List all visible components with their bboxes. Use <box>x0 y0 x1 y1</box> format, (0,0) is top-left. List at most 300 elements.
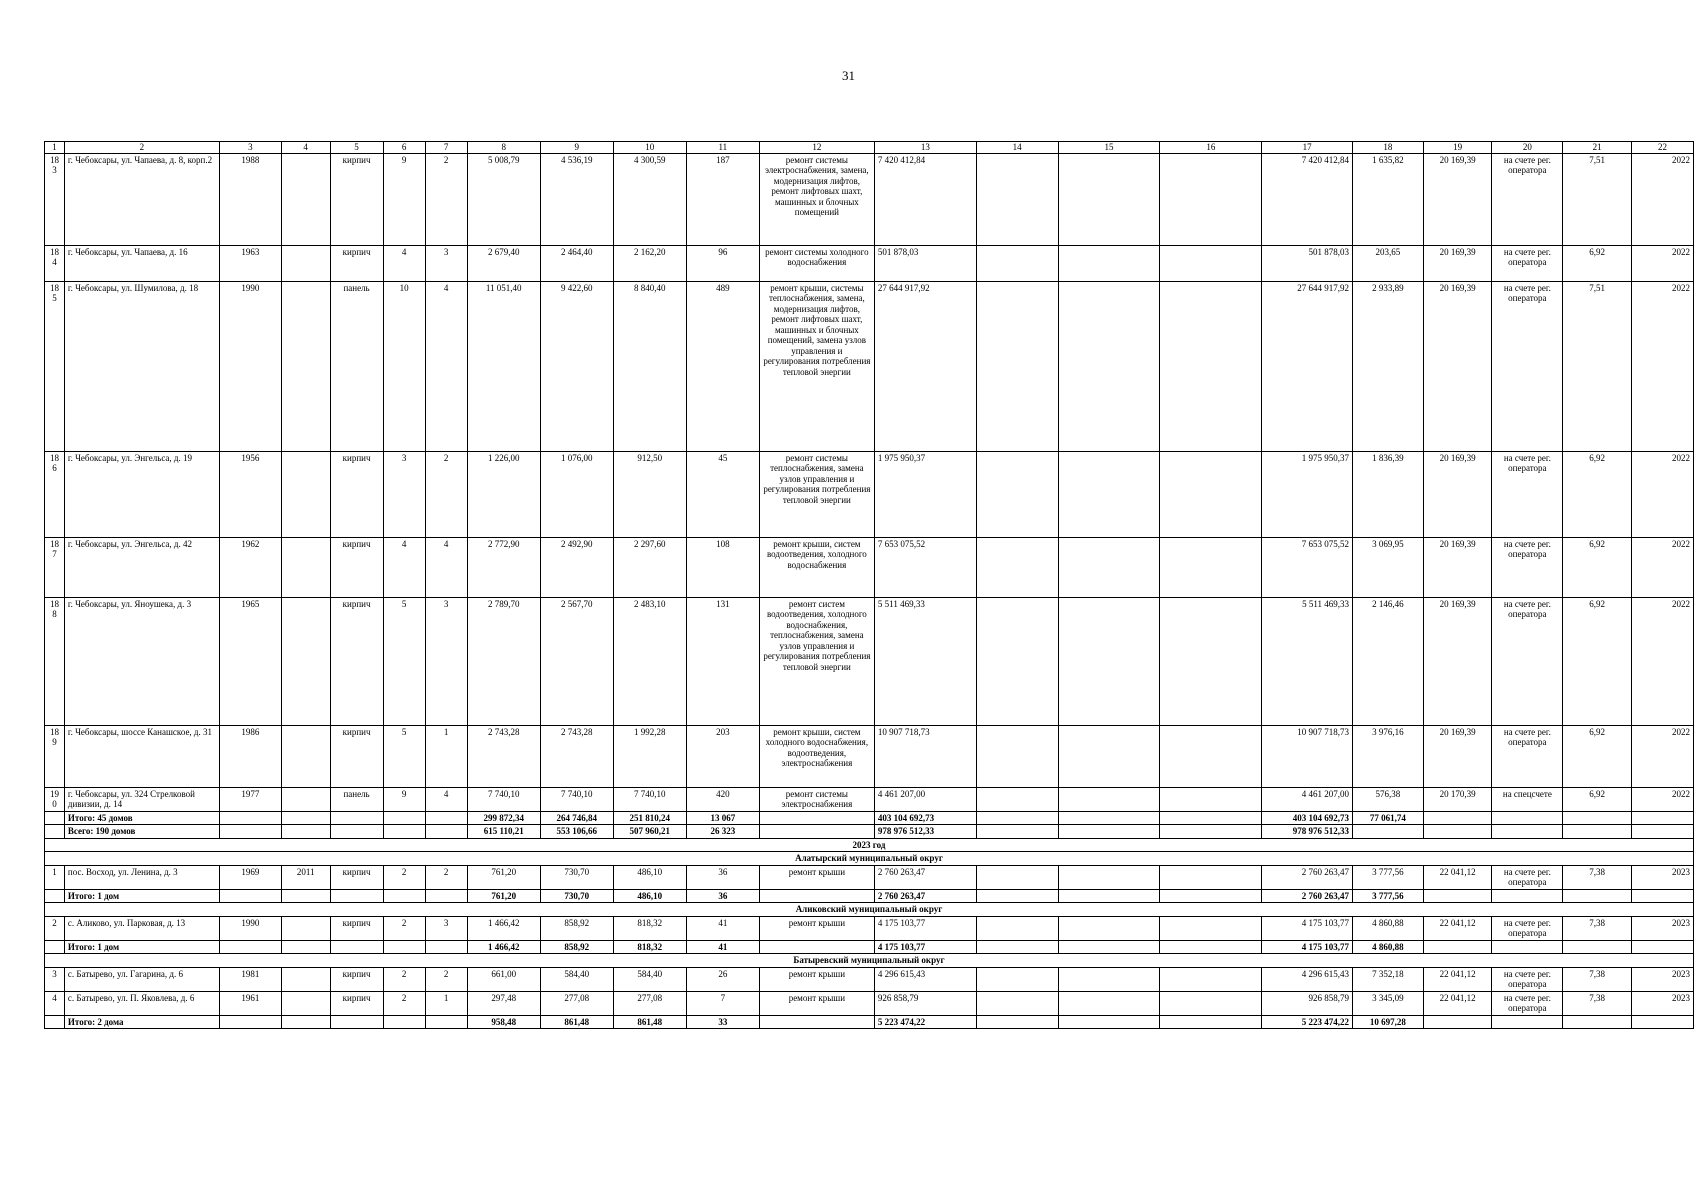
cell-renov <box>281 281 330 451</box>
cell-limit: 20 169,39 <box>1423 537 1492 597</box>
cell-address: с. Батырево, ул. Гагарина, д. 6 <box>64 967 219 991</box>
cell-renov <box>281 991 330 1015</box>
cell-blank <box>219 889 281 903</box>
cell-area-total: 7 740,10 <box>467 787 540 811</box>
cell-blank <box>330 940 383 954</box>
cell-residents: 36 <box>686 865 759 889</box>
cell-cost: 10 907 718,73 <box>874 725 976 787</box>
cell-tariff: 6,92 <box>1563 725 1632 787</box>
cell-blank <box>425 889 467 903</box>
cell-blank <box>976 825 1058 839</box>
cell-c15 <box>1058 725 1160 787</box>
cell-entrances: 4 <box>425 281 467 451</box>
cell-term: 2022 <box>1631 787 1693 811</box>
cell-works: ремонт крыши <box>759 916 874 940</box>
cell-address: г. Чебоксары, ул. Чапаева, д. 16 <box>64 245 219 281</box>
cell-cost: 27 644 917,92 <box>874 281 976 451</box>
cell-floors: 2 <box>383 916 425 940</box>
cell-c14 <box>976 865 1058 889</box>
total-per-m2: 4 860,88 <box>1353 940 1424 954</box>
cell-blank <box>1631 940 1693 954</box>
cell-blank <box>45 1015 65 1029</box>
cell-limit: 22 041,12 <box>1423 967 1492 991</box>
cell-address: г. Чебоксары, ул. Энгельса, д. 42 <box>64 537 219 597</box>
total-cost-owners: 4 175 103,77 <box>1262 940 1353 954</box>
cell-year: 1977 <box>219 787 281 811</box>
cell-cost-owners: 7 653 075,52 <box>1262 537 1353 597</box>
cell-residents: 489 <box>686 281 759 451</box>
cell-works: ремонт системы теплоснабжения, замена узлов управления и регулирования потребления тепловой энергии <box>759 451 874 537</box>
cell-c16 <box>1160 916 1262 940</box>
cell-method: на счете рег. оператора <box>1492 245 1563 281</box>
cell-area-rooms: 2 464,40 <box>540 245 613 281</box>
cell-cost: 4 296 615,43 <box>874 967 976 991</box>
cell-blank <box>425 825 467 839</box>
cell-blank <box>1563 825 1632 839</box>
cell-residents: 96 <box>686 245 759 281</box>
cell-material: кирпич <box>330 991 383 1015</box>
cell-method: на счете рег. оператора <box>1492 865 1563 889</box>
cell-blank <box>976 940 1058 954</box>
cell-blank <box>219 1015 281 1029</box>
cell-blank <box>1563 889 1632 903</box>
cell-per-m2: 203,65 <box>1353 245 1424 281</box>
cell-per-m2: 576,38 <box>1353 787 1424 811</box>
cell-renov <box>281 967 330 991</box>
total-area-res: 251 810,24 <box>613 811 686 825</box>
cell-blank <box>976 811 1058 825</box>
cell-c15 <box>1058 916 1160 940</box>
cell-year: 1963 <box>219 245 281 281</box>
cell-area-res: 4 300,59 <box>613 153 686 245</box>
cell-area-res: 486,10 <box>613 865 686 889</box>
cell-residents: 203 <box>686 725 759 787</box>
cell-floors: 2 <box>383 991 425 1015</box>
cell-works: ремонт крыши <box>759 865 874 889</box>
total-residents: 36 <box>686 889 759 903</box>
cell-c16 <box>1160 787 1262 811</box>
cell-c14 <box>976 597 1058 725</box>
cell-works: ремонт крыши, системы теплоснабжения, замена, модернизация лифтов, ремонт лифтовых шахт, машинных и блочных помещений, замена узлов управления и регулирования потребления тепловой энергии <box>759 281 874 451</box>
cell-c16 <box>1160 281 1262 451</box>
cell-address: г. Чебоксары, ул. Шумилова, д. 18 <box>64 281 219 451</box>
cell-address: г. Чебоксары, ул. Энгельса, д. 19 <box>64 451 219 537</box>
cell-tariff: 6,92 <box>1563 451 1632 537</box>
cell-term: 2022 <box>1631 153 1693 245</box>
cell-c15 <box>1058 245 1160 281</box>
cell-residents: 187 <box>686 153 759 245</box>
cell-floors: 9 <box>383 153 425 245</box>
cell-limit: 20 169,39 <box>1423 725 1492 787</box>
total-cost: 403 104 692,73 <box>874 811 976 825</box>
column-number: 21 <box>1563 142 1632 154</box>
cell-c15 <box>1058 537 1160 597</box>
capital-repair-table <box>44 141 1694 1029</box>
cell-blank <box>1492 825 1563 839</box>
total-area-total: 299 872,34 <box>467 811 540 825</box>
cell-n: 1 <box>45 865 65 889</box>
cell-area-rooms: 277,08 <box>540 991 613 1015</box>
cell-year: 1961 <box>219 991 281 1015</box>
cell-cost-owners: 27 644 917,92 <box>1262 281 1353 451</box>
cell-c15 <box>1058 991 1160 1015</box>
cell-cost-owners: 926 858,79 <box>1262 991 1353 1015</box>
total-area-rooms: 861,48 <box>540 1015 613 1029</box>
cell-entrances: 3 <box>425 597 467 725</box>
cell-works: ремонт крыши <box>759 967 874 991</box>
total-cost: 2 760 263,47 <box>874 889 976 903</box>
total-residents: 26 323 <box>686 825 759 839</box>
cell-blank <box>1058 825 1160 839</box>
cell-method: на счете рег. оператора <box>1492 725 1563 787</box>
cell-area-res: 7 740,10 <box>613 787 686 811</box>
cell-works: ремонт крыши, систем холодного водоснабжения, водоотведения, электроснабжения <box>759 725 874 787</box>
cell-c14 <box>976 967 1058 991</box>
cell-term: 2022 <box>1631 451 1693 537</box>
cell-works: ремонт системы холодного водоснабжения <box>759 245 874 281</box>
column-number: 12 <box>759 142 874 154</box>
cell-area-total: 1 466,42 <box>467 916 540 940</box>
cell-c16 <box>1160 991 1262 1015</box>
cell-blank <box>425 940 467 954</box>
cell-method: на счете рег. оператора <box>1492 281 1563 451</box>
cell-renov <box>281 787 330 811</box>
cell-blank <box>281 1015 330 1029</box>
total-area-total: 761,20 <box>467 889 540 903</box>
cell-blank <box>976 889 1058 903</box>
cell-per-m2: 3 069,95 <box>1353 537 1424 597</box>
cell-entrances: 2 <box>425 153 467 245</box>
cell-c16 <box>1160 967 1262 991</box>
total-cost-owners: 978 976 512,33 <box>1262 825 1353 839</box>
cell-year: 1962 <box>219 537 281 597</box>
cell-address: с. Аликово, ул. Парковая, д. 13 <box>64 916 219 940</box>
cell-c16 <box>1160 451 1262 537</box>
cell-limit: 20 169,39 <box>1423 245 1492 281</box>
cell-c16 <box>1160 537 1262 597</box>
cell-material: кирпич <box>330 451 383 537</box>
cell-per-m2: 1 836,39 <box>1353 451 1424 537</box>
column-number: 6 <box>383 142 425 154</box>
cell-cost-owners: 5 511 469,33 <box>1262 597 1353 725</box>
column-number: 11 <box>686 142 759 154</box>
cell-residents: 7 <box>686 991 759 1015</box>
cell-c14 <box>976 991 1058 1015</box>
cell-blank <box>330 889 383 903</box>
cell-blank <box>330 811 383 825</box>
column-number: 1 <box>45 142 65 154</box>
cell-cost-owners: 4 175 103,77 <box>1262 916 1353 940</box>
cell-blank <box>219 940 281 954</box>
cell-n: 189 <box>45 725 65 787</box>
table-row <box>45 991 1694 1015</box>
cell-area-total: 2 679,40 <box>467 245 540 281</box>
total-row <box>45 889 1694 903</box>
cell-year: 1988 <box>219 153 281 245</box>
cell-area-total: 2 772,90 <box>467 537 540 597</box>
total-area-rooms: 730,70 <box>540 889 613 903</box>
cell-per-m2: 3 976,16 <box>1353 725 1424 787</box>
cell-area-total: 297,48 <box>467 991 540 1015</box>
cell-blank <box>1492 1015 1563 1029</box>
cell-blank <box>1423 889 1492 903</box>
cell-blank <box>281 811 330 825</box>
cell-works: ремонт крыши <box>759 991 874 1015</box>
cell-blank <box>1631 811 1693 825</box>
cell-c14 <box>976 281 1058 451</box>
cell-tariff: 7,51 <box>1563 281 1632 451</box>
section-title: Алатырский муниципальный округ <box>45 852 1694 866</box>
cell-floors: 9 <box>383 787 425 811</box>
total-label: Итого: 45 домов <box>64 811 219 825</box>
cell-limit: 22 041,12 <box>1423 916 1492 940</box>
cell-n: 4 <box>45 991 65 1015</box>
cell-area-rooms: 730,70 <box>540 865 613 889</box>
total-row <box>45 825 1694 839</box>
cell-blank <box>383 940 425 954</box>
cell-term: 2023 <box>1631 916 1693 940</box>
column-number: 16 <box>1160 142 1262 154</box>
cell-c15 <box>1058 451 1160 537</box>
section-title: Батыревский муниципальный округ <box>45 954 1694 968</box>
total-cost-owners: 403 104 692,73 <box>1262 811 1353 825</box>
total-per-m2: 3 777,56 <box>1353 889 1424 903</box>
cell-cost: 4 461 207,00 <box>874 787 976 811</box>
cell-area-total: 761,20 <box>467 865 540 889</box>
cell-per-m2: 4 860,88 <box>1353 916 1424 940</box>
cell-cost-owners: 10 907 718,73 <box>1262 725 1353 787</box>
table-row <box>45 597 1694 725</box>
cell-address: г. Чебоксары, шоссе Канашское, д. 31 <box>64 725 219 787</box>
cell-floors: 3 <box>383 451 425 537</box>
total-area-rooms: 553 106,66 <box>540 825 613 839</box>
table-row <box>45 451 1694 537</box>
cell-blank <box>1492 889 1563 903</box>
column-number: 20 <box>1492 142 1563 154</box>
cell-term: 2022 <box>1631 281 1693 451</box>
total-label: Всего: 190 домов <box>64 825 219 839</box>
cell-limit: 20 170,39 <box>1423 787 1492 811</box>
table-row <box>45 281 1694 451</box>
cell-blank <box>1058 889 1160 903</box>
cell-material: панель <box>330 787 383 811</box>
cell-blank <box>1492 811 1563 825</box>
cell-entrances: 2 <box>425 451 467 537</box>
cell-blank <box>281 940 330 954</box>
total-area-res: 818,32 <box>613 940 686 954</box>
cell-limit: 22 041,12 <box>1423 865 1492 889</box>
cell-term: 2023 <box>1631 967 1693 991</box>
cell-area-res: 2 162,20 <box>613 245 686 281</box>
cell-renov <box>281 725 330 787</box>
cell-renov <box>281 245 330 281</box>
cell-floors: 4 <box>383 537 425 597</box>
cell-c15 <box>1058 281 1160 451</box>
cell-area-res: 1 992,28 <box>613 725 686 787</box>
cell-limit: 20 169,39 <box>1423 451 1492 537</box>
cell-year: 1965 <box>219 597 281 725</box>
cell-per-m2: 1 635,82 <box>1353 153 1424 245</box>
cell-c15 <box>1058 597 1160 725</box>
cell-n: 3 <box>45 967 65 991</box>
cell-method: на спецсчете <box>1492 787 1563 811</box>
cell-cost: 4 175 103,77 <box>874 916 976 940</box>
section-header-row <box>45 852 1694 866</box>
total-per-m2: 77 061,74 <box>1353 811 1424 825</box>
cell-blank <box>1160 825 1262 839</box>
cell-tariff: 6,92 <box>1563 537 1632 597</box>
cell-address: г. Чебоксары, ул. Чапаева, д. 8, корп.2 <box>64 153 219 245</box>
cell-per-m2: 3 345,09 <box>1353 991 1424 1015</box>
cell-area-res: 2 483,10 <box>613 597 686 725</box>
cell-residents: 420 <box>686 787 759 811</box>
cell-renov: 2011 <box>281 865 330 889</box>
cell-floors: 5 <box>383 597 425 725</box>
cell-method: на счете рег. оператора <box>1492 916 1563 940</box>
cell-tariff: 7,38 <box>1563 916 1632 940</box>
cell-blank <box>759 811 874 825</box>
column-number: 14 <box>976 142 1058 154</box>
cell-blank <box>1631 889 1693 903</box>
cell-area-total: 2 789,70 <box>467 597 540 725</box>
cell-address: г. Чебоксары, ул. Яноушека, д. 3 <box>64 597 219 725</box>
cell-blank <box>1160 811 1262 825</box>
cell-cost: 7 653 075,52 <box>874 537 976 597</box>
total-area-total: 1 466,42 <box>467 940 540 954</box>
column-number: 8 <box>467 142 540 154</box>
cell-area-res: 818,32 <box>613 916 686 940</box>
cell-residents: 131 <box>686 597 759 725</box>
cell-blank <box>1058 940 1160 954</box>
cell-blank <box>1160 1015 1262 1029</box>
cell-cost: 7 420 412,84 <box>874 153 976 245</box>
cell-blank <box>425 811 467 825</box>
total-area-rooms: 858,92 <box>540 940 613 954</box>
cell-blank <box>759 1015 874 1029</box>
section-header-row <box>45 954 1694 968</box>
cell-blank <box>1563 1015 1632 1029</box>
cell-blank <box>759 889 874 903</box>
cell-term: 2023 <box>1631 991 1693 1015</box>
cell-entrances: 1 <box>425 725 467 787</box>
table-row <box>45 787 1694 811</box>
cell-n: 190 <box>45 787 65 811</box>
cell-address: г. Чебоксары, ул. 324 Стрелковой дивизии, д. 14 <box>64 787 219 811</box>
cell-area-rooms: 4 536,19 <box>540 153 613 245</box>
cell-method: на счете рег. оператора <box>1492 597 1563 725</box>
cell-year: 1956 <box>219 451 281 537</box>
total-cost: 5 223 474,22 <box>874 1015 976 1029</box>
cell-n: 2 <box>45 916 65 940</box>
cell-area-rooms: 2 567,70 <box>540 597 613 725</box>
cell-blank <box>219 811 281 825</box>
cell-cost-owners: 4 461 207,00 <box>1262 787 1353 811</box>
column-number: 22 <box>1631 142 1693 154</box>
cell-works: ремонт систем водоотведения, холодного водоснабжения, теплоснабжения, замена узлов управления и регулирования потребления тепловой энергии <box>759 597 874 725</box>
cell-per-m2: 2 933,89 <box>1353 281 1424 451</box>
cell-blank <box>1058 811 1160 825</box>
cell-blank <box>330 825 383 839</box>
cell-method: на счете рег. оператора <box>1492 967 1563 991</box>
column-number: 17 <box>1262 142 1353 154</box>
cell-entrances: 3 <box>425 245 467 281</box>
cell-floors: 2 <box>383 967 425 991</box>
cell-material: кирпич <box>330 153 383 245</box>
total-cost: 4 175 103,77 <box>874 940 976 954</box>
cell-cost-owners: 4 296 615,43 <box>1262 967 1353 991</box>
total-row <box>45 940 1694 954</box>
cell-blank <box>1631 825 1693 839</box>
cell-limit: 20 169,39 <box>1423 281 1492 451</box>
column-number: 5 <box>330 142 383 154</box>
cell-material: кирпич <box>330 597 383 725</box>
cell-renov <box>281 451 330 537</box>
cell-tariff: 7,38 <box>1563 991 1632 1015</box>
cell-limit: 20 169,39 <box>1423 597 1492 725</box>
column-number: 7 <box>425 142 467 154</box>
total-label: Итого: 2 дома <box>64 1015 219 1029</box>
cell-tariff: 7,51 <box>1563 153 1632 245</box>
cell-entrances: 2 <box>425 967 467 991</box>
cell-residents: 108 <box>686 537 759 597</box>
total-cost: 978 976 512,33 <box>874 825 976 839</box>
cell-term: 2022 <box>1631 537 1693 597</box>
column-number: 15 <box>1058 142 1160 154</box>
cell-cost: 501 878,03 <box>874 245 976 281</box>
cell-floors: 5 <box>383 725 425 787</box>
table-row <box>45 245 1694 281</box>
cell-term: 2022 <box>1631 725 1693 787</box>
cell-blank <box>1423 1015 1492 1029</box>
cell-cost-owners: 2 760 263,47 <box>1262 865 1353 889</box>
cell-works: ремонт системы электроснабжения <box>759 787 874 811</box>
cell-blank <box>1160 940 1262 954</box>
cell-area-res: 2 297,60 <box>613 537 686 597</box>
cell-blank <box>759 940 874 954</box>
cell-year: 1990 <box>219 281 281 451</box>
cell-renov <box>281 537 330 597</box>
column-number: 18 <box>1353 142 1424 154</box>
cell-blank <box>1423 825 1492 839</box>
cell-tariff: 6,92 <box>1563 245 1632 281</box>
cell-cost: 2 760 263,47 <box>874 865 976 889</box>
cell-term: 2023 <box>1631 865 1693 889</box>
cell-c16 <box>1160 597 1262 725</box>
cell-year: 1990 <box>219 916 281 940</box>
cell-cost-owners: 7 420 412,84 <box>1262 153 1353 245</box>
cell-blank <box>759 825 874 839</box>
cell-blank <box>45 825 65 839</box>
cell-cost: 5 511 469,33 <box>874 597 976 725</box>
cell-per-m2: 7 352,18 <box>1353 967 1424 991</box>
cell-residents: 41 <box>686 916 759 940</box>
cell-blank <box>383 1015 425 1029</box>
cell-per-m2: 2 146,46 <box>1353 597 1424 725</box>
cell-floors: 4 <box>383 245 425 281</box>
cell-material: кирпич <box>330 245 383 281</box>
cell-entrances: 4 <box>425 537 467 597</box>
cell-tariff: 7,38 <box>1563 967 1632 991</box>
section-header-row <box>45 903 1694 917</box>
cell-blank <box>1160 889 1262 903</box>
cell-area-res: 277,08 <box>613 991 686 1015</box>
cell-tariff: 7,38 <box>1563 865 1632 889</box>
cell-c14 <box>976 916 1058 940</box>
cell-address: с. Батырево, ул. П. Яковлева, д. 6 <box>64 991 219 1015</box>
cell-blank <box>1058 1015 1160 1029</box>
section-header-row <box>45 838 1694 852</box>
cell-blank <box>45 940 65 954</box>
